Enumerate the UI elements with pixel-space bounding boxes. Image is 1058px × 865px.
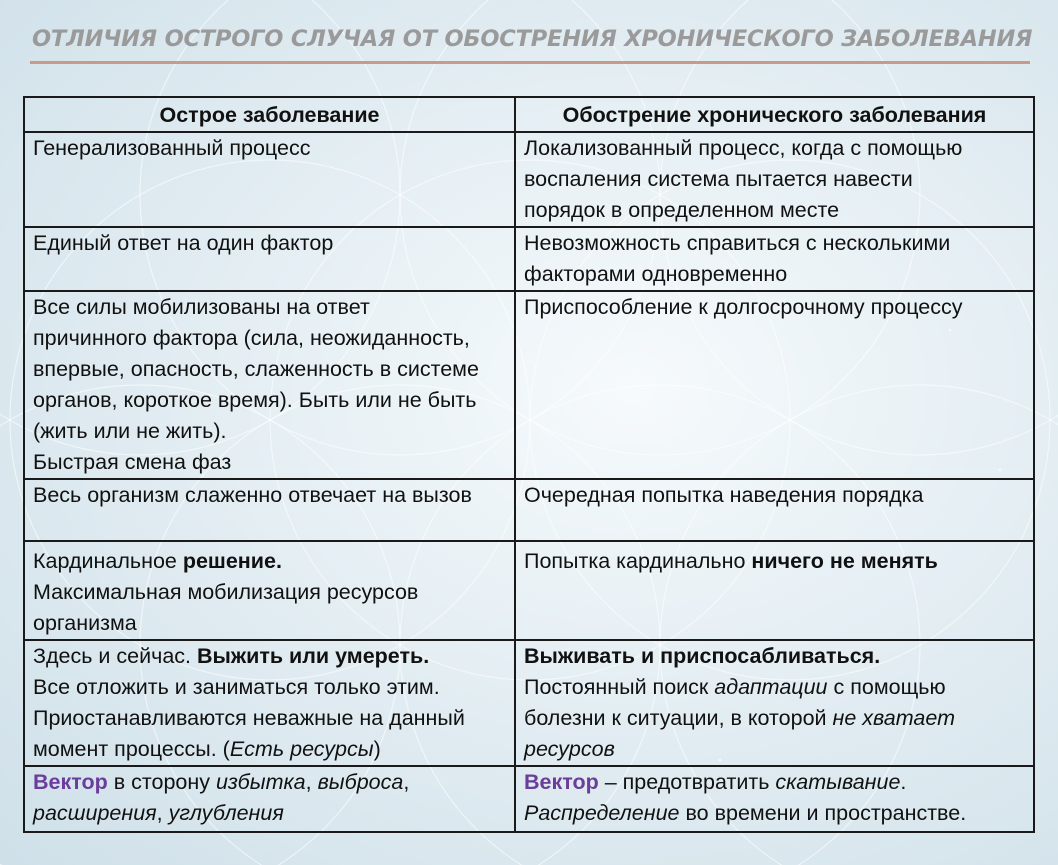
comparison-table [23,96,1035,833]
italic-text: выброса [317,770,404,794]
italic-text: избытка [215,770,306,794]
text-run: в сторону [107,770,216,794]
bold-text: решение. [182,549,282,573]
text-run: болезни к ситуации, в которой [524,706,833,730]
bold-text: ничего не менять [751,549,938,573]
text-run: , [403,770,410,794]
cell-acute [24,541,515,640]
header-acute: Острое заболевание [24,97,515,132]
cell-line [524,641,1025,672]
table-row [24,640,1034,766]
table-row [24,479,1034,541]
cell-line: Все силы мобилизованы на ответ [33,295,370,319]
cell-chronic [515,541,1034,640]
cell-line [33,767,506,798]
italic-text: расширения [33,801,157,825]
vector-label: Вектор [33,770,108,794]
cell-line: Все отложить и заниматься только этим. [33,675,440,699]
cell-line: Генерализованный процесс [33,136,311,160]
text-run: момент процессы. ( [33,737,230,761]
table-header-row [24,97,1034,132]
text-run: Попытка кардинально [524,549,752,573]
cell-line: (жить или не жить). [33,419,227,443]
table-row [24,291,1034,479]
cell-line [524,734,1025,765]
cell-line [33,546,506,577]
cell-line: факторами одновременно [524,262,788,286]
cell-acute [24,227,515,291]
cell-line: Единый ответ на один фактор [33,231,334,255]
header-chronic: Обострение хронического заболевания [515,97,1034,132]
text-run: ) [373,737,381,761]
text-run: Постоянный поиск [524,675,715,699]
cell-line: причинного фактора (сила, неожиданность, [33,326,470,350]
cell-line: органов, короткое время). Быть или не быть [33,388,477,412]
italic-text: ресурсов [524,737,615,761]
italic-text: углубления [168,801,284,825]
table-row [24,132,1034,227]
cell-line [524,703,1025,734]
cell-line [33,798,506,829]
cell-chronic [515,291,1034,479]
cell-acute [24,479,515,541]
table-row [24,766,1034,832]
italic-text: Есть ресурсы [229,737,374,761]
cell-chronic [515,479,1034,541]
cell-line: Максимальная мобилизация ресурсов [33,580,419,604]
bold-text: Выживать и приспосабливаться. [524,644,881,668]
cell-line [524,672,1025,703]
cell-acute [24,766,515,832]
cell-line: Быстрая смена фаз [33,450,232,474]
cell-line: Приостанавливаются неважные на данный [33,706,465,730]
text-run: с помощью [827,675,946,699]
cell-line [33,734,506,765]
cell-line [524,798,1025,829]
text-run: Здесь и сейчас. [33,644,197,668]
vector-label: Вектор [524,770,599,794]
cell-chronic [515,766,1034,832]
cell-line: воспаления система пытается навести [524,167,913,191]
cell-line: Локализованный процесс, когда с помощью [524,136,963,160]
text-run: – предотвратить [598,770,776,794]
cell-acute [24,132,515,227]
cell-chronic [515,227,1034,291]
text-run: , [305,770,318,794]
page-title: ОТЛИЧИЯ ОСТРОГО СЛУЧАЯ ОТ ОБОСТРЕНИЯ ХРОНИЧЕСКОГО ЗАБОЛЕВАНИЯ [32,26,1033,52]
text-run: , [156,801,169,825]
text-run: во времени и пространстве. [679,801,967,825]
italic-text: адаптации [714,675,828,699]
italic-text: Распределение [524,801,680,825]
cell-acute [24,640,515,766]
cell-line: организма [33,611,137,635]
cell-line [33,641,506,672]
cell-line [524,767,1025,798]
cell-line [524,546,1025,577]
cell-line: впервые, опасность, слаженность в системе [33,357,479,381]
text-run: . [900,770,907,794]
cell-line: Очередная попытка наведения порядка [524,483,924,507]
italic-text: скатывание [775,770,901,794]
cell-chronic [515,640,1034,766]
table-row [24,227,1034,291]
cell-acute [24,291,515,479]
bold-text: Выжить или умереть. [196,644,430,668]
cell-line: порядок в определенном месте [524,198,840,222]
cell-line: Приспособление к долгосрочному процессу [524,295,963,319]
title-underline [30,61,1030,64]
italic-text: не хватает [832,706,955,730]
cell-chronic [515,132,1034,227]
text-run: Кардинальное [33,549,183,573]
cell-line: Невозможность справиться с несколькими [524,231,951,255]
table-row [24,541,1034,640]
cell-line: Весь организм слаженно отвечает на вызов [33,483,472,507]
